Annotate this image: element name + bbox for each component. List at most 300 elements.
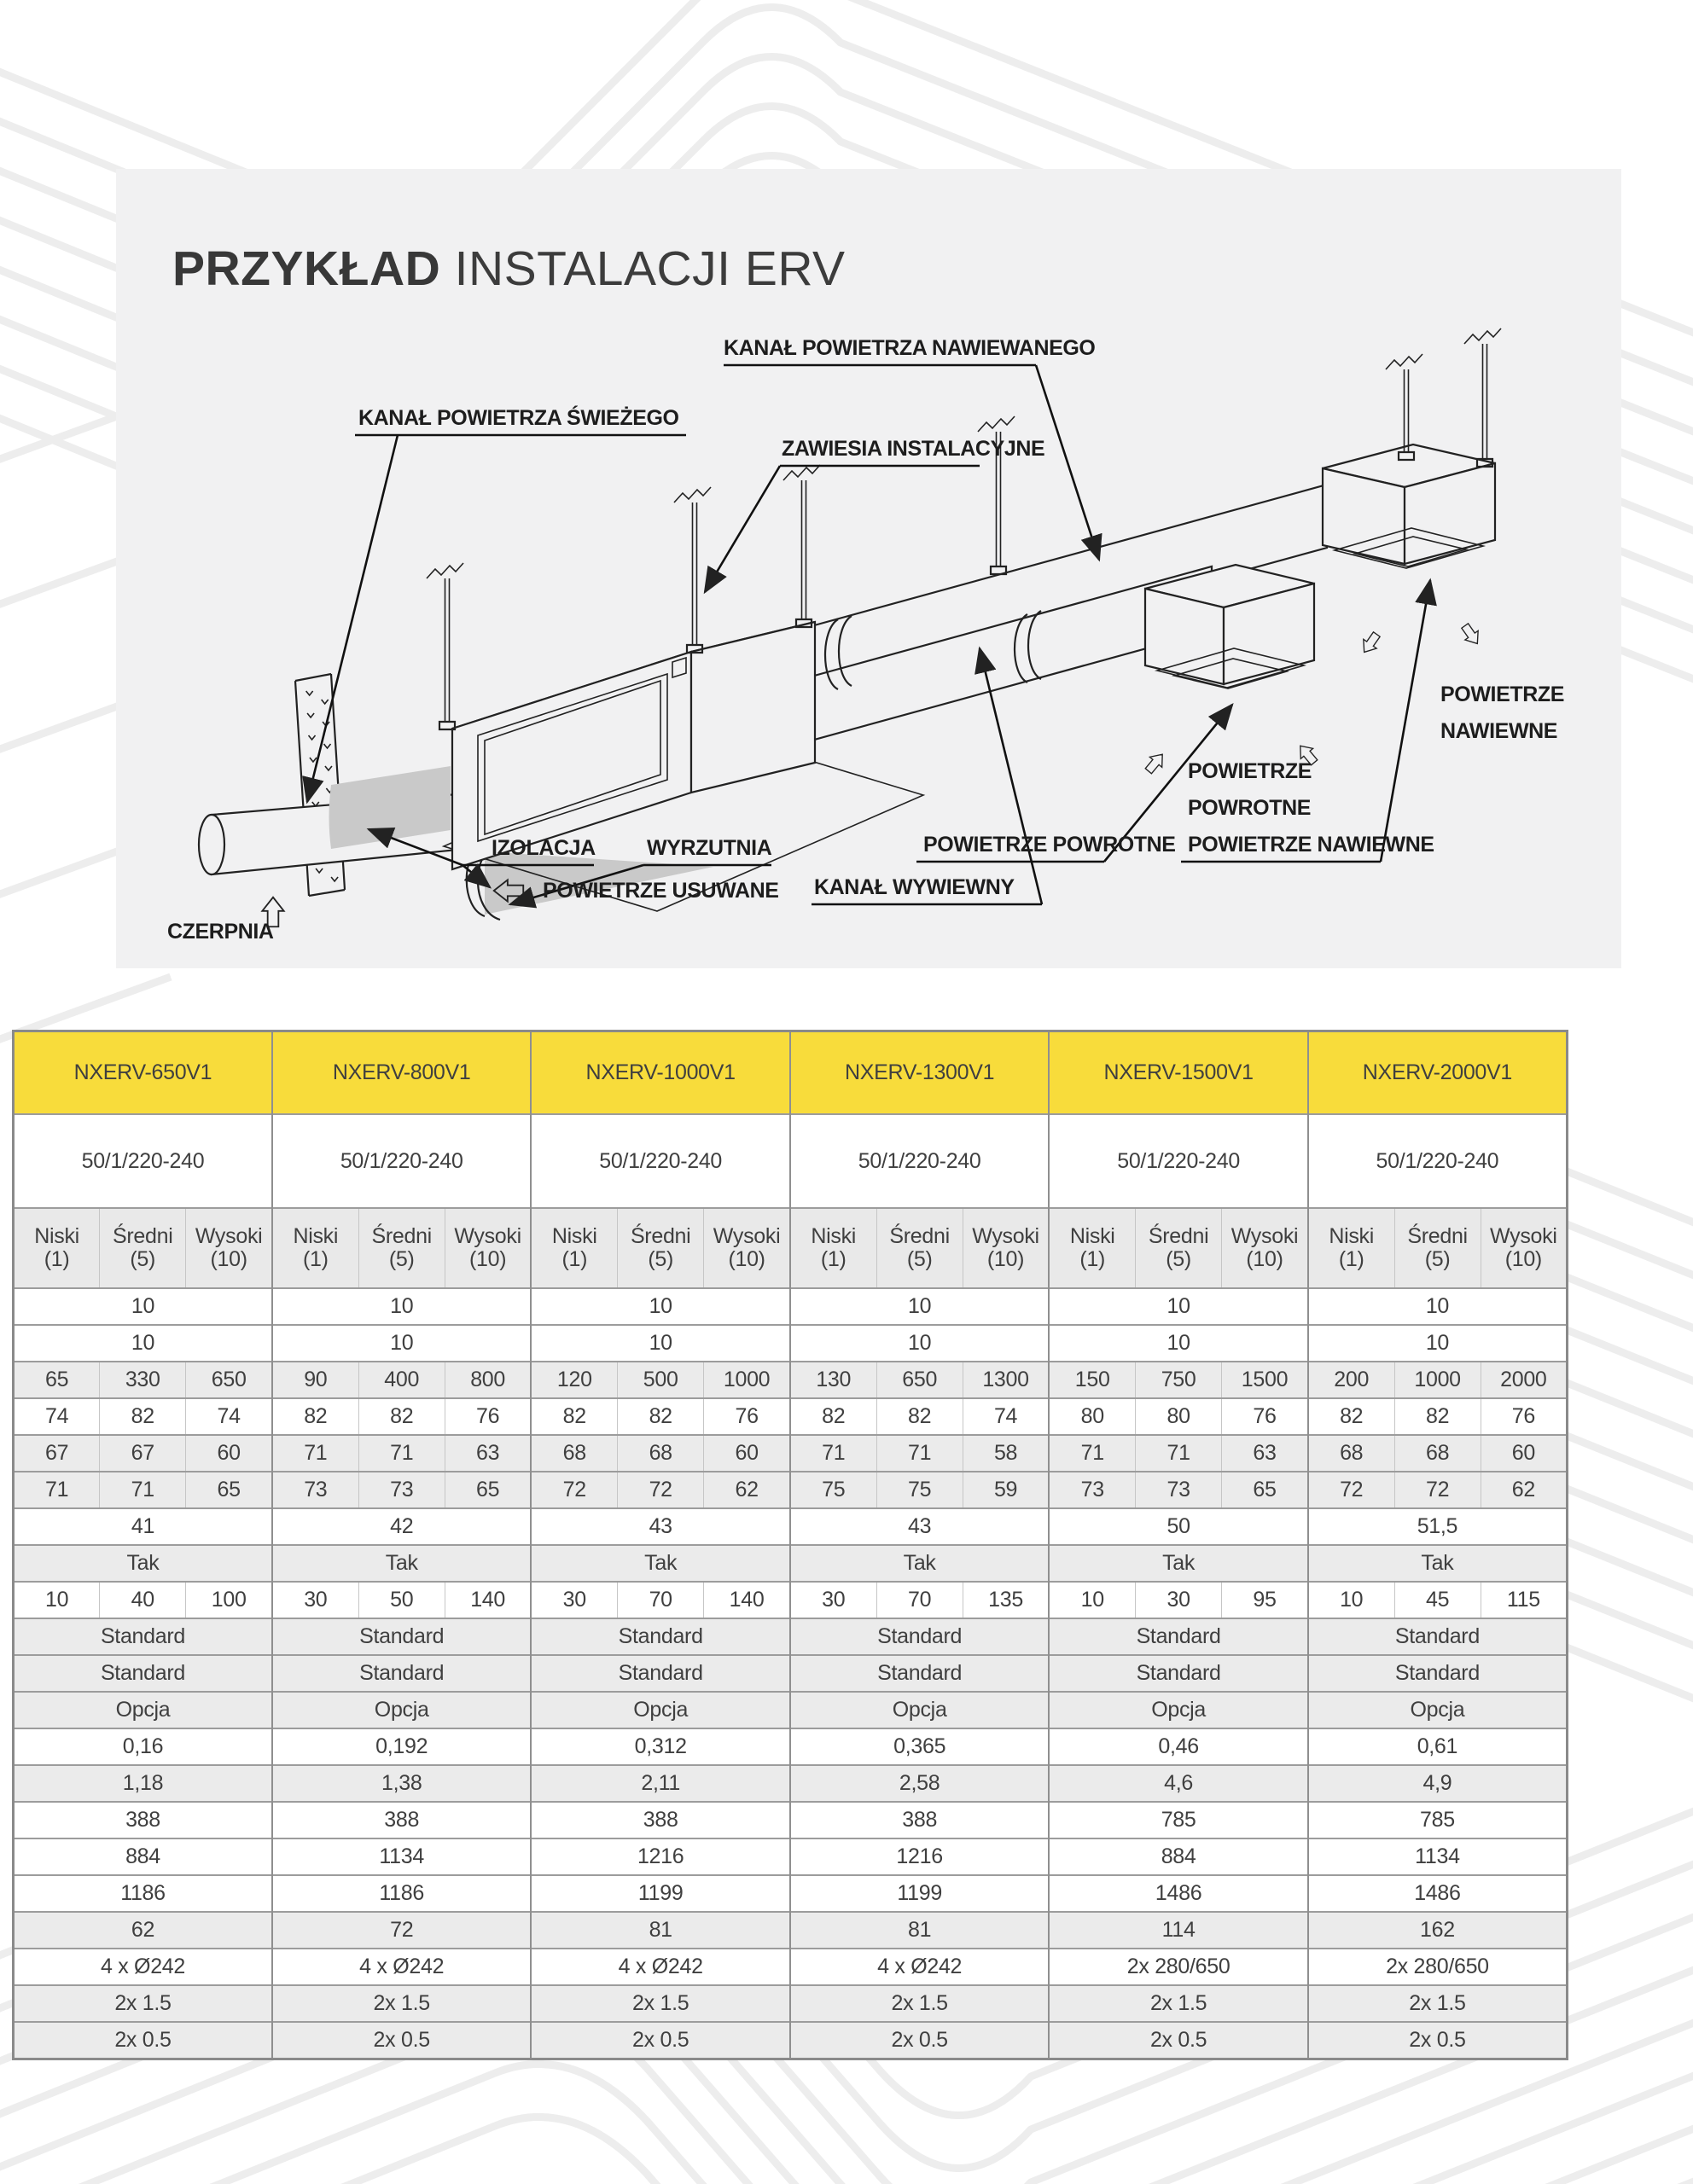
spec-cell: 82 bbox=[618, 1398, 704, 1435]
spec-cell: 1199 bbox=[531, 1875, 789, 1912]
airflow-arrow bbox=[1358, 630, 1383, 657]
speed-header-cell bbox=[1481, 1208, 1567, 1288]
spec-cell: 1300 bbox=[963, 1362, 1049, 1398]
spec-cell: 72 bbox=[1394, 1472, 1481, 1508]
spec-cell: 70 bbox=[618, 1582, 704, 1618]
spec-cell: 10 bbox=[1049, 1288, 1307, 1325]
model-header-cell: NXERV-650V1 bbox=[14, 1031, 272, 1115]
spec-cell: 82 bbox=[790, 1398, 876, 1435]
spec-table bbox=[12, 1030, 1568, 2060]
wall-stipple-mark bbox=[322, 700, 329, 704]
spec-cell: 1000 bbox=[704, 1362, 790, 1398]
spec-cell: 2000 bbox=[1481, 1362, 1567, 1398]
speed-name: Średni bbox=[1148, 1223, 1209, 1248]
spec-cell: 82 bbox=[531, 1398, 617, 1435]
label-discharge: WYRZUTNIA bbox=[647, 836, 772, 860]
spec-cell: 90 bbox=[272, 1362, 358, 1398]
spec-cell: 114 bbox=[1049, 1912, 1307, 1949]
label-extract-duct: KANAŁ WYWIEWNY bbox=[814, 875, 1015, 899]
wall-stipple-mark bbox=[316, 868, 323, 873]
table-row bbox=[14, 1692, 1568, 1728]
table-row bbox=[14, 1508, 1568, 1545]
speed-name: Niski bbox=[811, 1223, 857, 1248]
speed-name: Wysoki bbox=[1490, 1223, 1557, 1248]
spec-cell: 82 bbox=[358, 1398, 445, 1435]
speed-header-cell bbox=[704, 1208, 790, 1288]
spec-cell: 388 bbox=[790, 1802, 1049, 1838]
table-row bbox=[14, 1288, 1568, 1325]
spec-cell: Standard bbox=[14, 1618, 272, 1655]
spec-cell: 400 bbox=[358, 1362, 445, 1398]
spec-cell: 42 bbox=[272, 1508, 531, 1545]
speed-number: (1) bbox=[1079, 1247, 1106, 1271]
power-supply-cell: 50/1/220-240 bbox=[14, 1114, 272, 1208]
speed-number: (1) bbox=[44, 1247, 70, 1271]
spec-cell: Tak bbox=[790, 1545, 1049, 1582]
supply-air-box bbox=[1323, 444, 1495, 568]
spec-cell: 81 bbox=[531, 1912, 789, 1949]
speed-number: (10) bbox=[728, 1247, 765, 1271]
table-row-models bbox=[14, 1031, 1568, 1115]
model-header-cell: NXERV-1500V1 bbox=[1049, 1031, 1307, 1115]
spec-cell: 43 bbox=[790, 1508, 1049, 1545]
spec-cell: 30 bbox=[1136, 1582, 1222, 1618]
spec-cell: Standard bbox=[1049, 1655, 1307, 1692]
speed-header-cell bbox=[1136, 1208, 1222, 1288]
speed-name: Średni bbox=[889, 1223, 950, 1248]
spec-cell: Opcja bbox=[790, 1692, 1049, 1728]
spec-cell: 2x 280/650 bbox=[1308, 1949, 1568, 1985]
speed-number: (5) bbox=[388, 1247, 415, 1271]
spec-cell: 2x 0.5 bbox=[272, 2022, 531, 2059]
spec-cell: Standard bbox=[531, 1618, 789, 1655]
spec-cell: 1000 bbox=[1394, 1362, 1481, 1398]
speed-number: (1) bbox=[1338, 1247, 1364, 1271]
spec-cell: 1134 bbox=[1308, 1838, 1568, 1875]
spec-cell: 2x 1.5 bbox=[1049, 1985, 1307, 2022]
table-row bbox=[14, 1802, 1568, 1838]
spec-cell: 2x 1.5 bbox=[790, 1985, 1049, 2022]
spec-cell: 30 bbox=[531, 1582, 617, 1618]
spec-cell: 76 bbox=[445, 1398, 531, 1435]
speed-number: (10) bbox=[1504, 1247, 1542, 1271]
spec-cell: 62 bbox=[704, 1472, 790, 1508]
spec-cell: Opcja bbox=[1308, 1692, 1568, 1728]
spec-cell: 10 bbox=[1308, 1582, 1394, 1618]
spec-cell: 650 bbox=[186, 1362, 272, 1398]
spec-cell: 71 bbox=[14, 1472, 100, 1508]
return-air-box bbox=[1145, 565, 1314, 688]
spec-cell: 10 bbox=[14, 1582, 100, 1618]
spec-cell: 67 bbox=[100, 1435, 186, 1472]
spec-cell: 1,38 bbox=[272, 1765, 531, 1802]
speed-name: Wysoki bbox=[454, 1223, 521, 1248]
spec-cell: 76 bbox=[1481, 1398, 1567, 1435]
spec-cell: 10 bbox=[1308, 1325, 1568, 1362]
label-supply-air-2: NAWIEWNE bbox=[1440, 719, 1558, 743]
spec-cell: 884 bbox=[1049, 1838, 1307, 1875]
spec-cell: 40 bbox=[100, 1582, 186, 1618]
spec-cell: 100 bbox=[186, 1582, 272, 1618]
spec-cell: 0,61 bbox=[1308, 1728, 1568, 1765]
spec-cell: 10 bbox=[1308, 1288, 1568, 1325]
speed-number: (10) bbox=[468, 1247, 507, 1271]
spec-cell: 76 bbox=[704, 1398, 790, 1435]
table-row bbox=[14, 1435, 1568, 1472]
speed-name: Średni bbox=[113, 1223, 173, 1248]
spec-cell: 10 bbox=[790, 1288, 1049, 1325]
model-header-cell: NXERV-800V1 bbox=[272, 1031, 531, 1115]
spec-cell: Tak bbox=[1308, 1545, 1568, 1582]
label-supply-duct: KANAŁ POWIETRZA NAWIEWANEGO bbox=[724, 336, 1096, 360]
spec-cell: Standard bbox=[531, 1655, 789, 1692]
spec-cell: 82 bbox=[1394, 1398, 1481, 1435]
hanger-rod-part bbox=[978, 416, 1015, 432]
spec-cell: 140 bbox=[445, 1582, 531, 1618]
speed-name: Niski bbox=[1329, 1223, 1374, 1248]
speed-header-cell bbox=[100, 1208, 186, 1288]
spec-cell: 72 bbox=[618, 1472, 704, 1508]
spec-cell: 51,5 bbox=[1308, 1508, 1568, 1545]
power-supply-cell: 50/1/220-240 bbox=[1308, 1114, 1568, 1208]
spec-cell: Standard bbox=[272, 1618, 531, 1655]
hanger-rod bbox=[674, 487, 711, 653]
speed-header-cell bbox=[186, 1208, 272, 1288]
spec-cell: 2x 280/650 bbox=[1049, 1949, 1307, 1985]
spec-cell: 75 bbox=[876, 1472, 963, 1508]
hanger-rod bbox=[427, 563, 463, 729]
speed-number: (1) bbox=[302, 1247, 329, 1271]
spec-cell: 1134 bbox=[272, 1838, 531, 1875]
spec-cell: 2,11 bbox=[531, 1765, 789, 1802]
table-row bbox=[14, 1362, 1568, 1398]
table-row bbox=[14, 1875, 1568, 1912]
speed-number: (5) bbox=[130, 1247, 156, 1271]
spec-cell: Standard bbox=[1308, 1655, 1568, 1692]
label-intake: CZERPNIA bbox=[167, 920, 274, 944]
speed-name: Średni bbox=[630, 1223, 691, 1248]
table-row bbox=[14, 1985, 1568, 2022]
spec-cell: Standard bbox=[14, 1655, 272, 1692]
spec-cell: 785 bbox=[1308, 1802, 1568, 1838]
spec-cell: Standard bbox=[1049, 1618, 1307, 1655]
spec-cell: 4 x Ø242 bbox=[14, 1949, 272, 1985]
speed-number: (10) bbox=[1246, 1247, 1283, 1271]
hanger-rod-part bbox=[802, 480, 806, 619]
speed-header-cell bbox=[531, 1208, 617, 1288]
leader-line bbox=[307, 435, 398, 802]
speed-header-cell bbox=[790, 1208, 876, 1288]
spec-cell: 1186 bbox=[272, 1875, 531, 1912]
spec-cell: 4,9 bbox=[1308, 1765, 1568, 1802]
table-row-power bbox=[14, 1114, 1568, 1208]
spec-cell: 45 bbox=[1394, 1582, 1481, 1618]
spec-cell: 63 bbox=[1222, 1435, 1308, 1472]
speed-name: Niski bbox=[34, 1223, 79, 1248]
spec-cell: 0,16 bbox=[14, 1728, 272, 1765]
spec-cell: 330 bbox=[100, 1362, 186, 1398]
model-header-cell: NXERV-1300V1 bbox=[790, 1031, 1049, 1115]
spec-cell: 82 bbox=[100, 1398, 186, 1435]
spec-cell: 95 bbox=[1222, 1582, 1308, 1618]
spec-cell: 71 bbox=[358, 1435, 445, 1472]
spec-cell: 115 bbox=[1481, 1582, 1567, 1618]
diagram-panel bbox=[116, 169, 1621, 968]
airflow-arrow bbox=[1143, 749, 1169, 776]
speed-number: (5) bbox=[906, 1247, 933, 1271]
label-supply-air-bottom: POWIETRZE NAWIEWNE bbox=[1188, 833, 1434, 857]
leader-line bbox=[705, 466, 780, 592]
label-supply-air-1: POWIETRZE bbox=[1440, 682, 1565, 706]
table-row bbox=[14, 1912, 1568, 1949]
spec-cell: 59 bbox=[963, 1472, 1049, 1508]
table-row bbox=[14, 1325, 1568, 1362]
spec-cell: Standard bbox=[272, 1655, 531, 1692]
spec-cell: 1216 bbox=[790, 1838, 1049, 1875]
spec-cell: 4 x Ø242 bbox=[531, 1949, 789, 1985]
spec-cell: Tak bbox=[272, 1545, 531, 1582]
spec-cell: 10 bbox=[14, 1325, 272, 1362]
speed-name: Wysoki bbox=[1230, 1223, 1299, 1248]
spec-cell: 67 bbox=[14, 1435, 100, 1472]
hanger-rod-part bbox=[674, 487, 711, 502]
spec-cell: 30 bbox=[272, 1582, 358, 1618]
spec-cell: Tak bbox=[14, 1545, 272, 1582]
hanger-rod-part bbox=[1483, 344, 1487, 459]
spec-cell: Standard bbox=[790, 1618, 1049, 1655]
table-row bbox=[14, 1582, 1568, 1618]
spec-cell: 65 bbox=[14, 1362, 100, 1398]
speed-header-cell bbox=[445, 1208, 531, 1288]
spec-cell: 74 bbox=[186, 1398, 272, 1435]
wall-stipple-mark bbox=[324, 744, 331, 748]
spec-cell: 62 bbox=[1481, 1472, 1567, 1508]
spec-cell: Tak bbox=[531, 1545, 789, 1582]
wall-stipple-mark bbox=[331, 877, 338, 881]
spec-cell: 800 bbox=[445, 1362, 531, 1398]
spec-cell: 0,365 bbox=[790, 1728, 1049, 1765]
spec-cell: 73 bbox=[1136, 1472, 1222, 1508]
spec-cell: 10 bbox=[531, 1288, 789, 1325]
speed-header-cell bbox=[1222, 1208, 1308, 1288]
spec-cell: Opcja bbox=[531, 1692, 789, 1728]
label-return-air-2: POWROTNE bbox=[1188, 796, 1312, 820]
speed-header-cell bbox=[272, 1208, 358, 1288]
spec-cell: Standard bbox=[790, 1655, 1049, 1692]
spec-cell: 82 bbox=[1308, 1398, 1394, 1435]
spec-cell: 2x 1.5 bbox=[14, 1985, 272, 2022]
speed-header-cell bbox=[963, 1208, 1049, 1288]
speed-name: Niski bbox=[1069, 1223, 1115, 1248]
speed-name: Średni bbox=[1407, 1223, 1468, 1248]
spec-cell: 74 bbox=[963, 1398, 1049, 1435]
speed-number: (1) bbox=[820, 1247, 846, 1271]
table-row bbox=[14, 1838, 1568, 1875]
spec-cell: 10 bbox=[1049, 1325, 1307, 1362]
hanger-rod-part bbox=[1464, 328, 1501, 344]
wall-stipple-mark bbox=[310, 758, 317, 762]
wall-stipple-mark bbox=[309, 735, 316, 740]
spec-cell: 73 bbox=[272, 1472, 358, 1508]
leader-line bbox=[980, 648, 1042, 904]
spec-cell: 73 bbox=[1049, 1472, 1135, 1508]
spec-cell: 2,58 bbox=[790, 1765, 1049, 1802]
speed-header-cell bbox=[1308, 1208, 1394, 1288]
airflow-arrow bbox=[1458, 621, 1484, 648]
spec-cell: 0,312 bbox=[531, 1728, 789, 1765]
speed-name: Wysoki bbox=[195, 1223, 263, 1248]
spec-cell: 10 bbox=[14, 1288, 272, 1325]
wall-stipple-mark bbox=[325, 766, 332, 770]
power-supply-cell: 50/1/220-240 bbox=[1049, 1114, 1307, 1208]
spec-cell: 2x 0.5 bbox=[531, 2022, 789, 2059]
spec-cell: 68 bbox=[1394, 1435, 1481, 1472]
spec-cell: 50 bbox=[1049, 1508, 1307, 1545]
speed-number: (10) bbox=[210, 1247, 247, 1271]
spec-cell: Tak bbox=[1049, 1545, 1307, 1582]
spec-cell: 74 bbox=[14, 1398, 100, 1435]
speed-header-cell bbox=[1394, 1208, 1481, 1288]
table-row bbox=[14, 1545, 1568, 1582]
spec-cell: 80 bbox=[1049, 1398, 1135, 1435]
spec-cell: 200 bbox=[1308, 1362, 1394, 1398]
spec-cell: 10 bbox=[1049, 1582, 1135, 1618]
spec-cell: 2x 0.5 bbox=[1049, 2022, 1307, 2059]
spec-cell: Opcja bbox=[272, 1692, 531, 1728]
wall-stipple-mark bbox=[306, 691, 313, 695]
spec-cell: 2x 0.5 bbox=[14, 2022, 272, 2059]
spec-cell: 1,18 bbox=[14, 1765, 272, 1802]
spec-cell: 60 bbox=[704, 1435, 790, 1472]
page-title-bold: PRZYKŁAD bbox=[172, 241, 441, 296]
spec-cell: 750 bbox=[1136, 1362, 1222, 1398]
spec-cell: Opcja bbox=[14, 1692, 272, 1728]
spec-cell: 70 bbox=[876, 1582, 963, 1618]
spec-cell: 135 bbox=[963, 1582, 1049, 1618]
spec-cell: 30 bbox=[790, 1582, 876, 1618]
wall-stipple-mark bbox=[307, 713, 314, 717]
spec-cell: 68 bbox=[618, 1435, 704, 1472]
spec-cell: 10 bbox=[790, 1325, 1049, 1362]
speed-name: Wysoki bbox=[972, 1223, 1039, 1248]
spec-cell: 10 bbox=[531, 1325, 789, 1362]
spec-cell: 2x 1.5 bbox=[272, 1985, 531, 2022]
label-hangers: ZAWIESIA INSTALACYJNE bbox=[782, 437, 1045, 461]
table-row bbox=[14, 2022, 1568, 2059]
spec-cell: 68 bbox=[531, 1435, 617, 1472]
spec-cell: 71 bbox=[1136, 1435, 1222, 1472]
spec-cell: 1199 bbox=[790, 1875, 1049, 1912]
hanger-rod-part bbox=[693, 502, 697, 645]
spec-cell: 65 bbox=[445, 1472, 531, 1508]
speed-name: Niski bbox=[293, 1223, 339, 1248]
table-row bbox=[14, 1728, 1568, 1765]
spec-cell: 4,6 bbox=[1049, 1765, 1307, 1802]
hanger-rod-part bbox=[783, 465, 820, 480]
spec-cell: 75 bbox=[790, 1472, 876, 1508]
spec-cell: 72 bbox=[272, 1912, 531, 1949]
speed-header-cell bbox=[876, 1208, 963, 1288]
spec-cell: 2x 1.5 bbox=[531, 1985, 789, 2022]
power-supply-cell: 50/1/220-240 bbox=[531, 1114, 789, 1208]
spec-cell: 2x 0.5 bbox=[1308, 2022, 1568, 2059]
spec-cell: 2x 0.5 bbox=[790, 2022, 1049, 2059]
spec-cell: 162 bbox=[1308, 1912, 1568, 1949]
spec-cell: 1216 bbox=[531, 1838, 789, 1875]
spec-cell: 884 bbox=[14, 1838, 272, 1875]
speed-header-cell bbox=[618, 1208, 704, 1288]
label-insulation: IZOLACJA bbox=[492, 836, 596, 860]
spec-cell: Opcja bbox=[1049, 1692, 1307, 1728]
table-row-speeds bbox=[14, 1208, 1568, 1288]
spec-cell: 4 x Ø242 bbox=[790, 1949, 1049, 1985]
spec-cell: 1486 bbox=[1049, 1875, 1307, 1912]
spec-cell: 65 bbox=[186, 1472, 272, 1508]
hanger-rod-part bbox=[1386, 354, 1422, 369]
spec-cell: 71 bbox=[790, 1435, 876, 1472]
model-header-cell: NXERV-2000V1 bbox=[1308, 1031, 1568, 1115]
spec-cell: 71 bbox=[1049, 1435, 1135, 1472]
speed-name: Niski bbox=[551, 1223, 597, 1248]
page-title-rest: INSTALACJI ERV bbox=[440, 241, 846, 296]
spec-cell: 1486 bbox=[1308, 1875, 1568, 1912]
spec-cell: 65 bbox=[1222, 1472, 1308, 1508]
hanger-rod bbox=[1386, 354, 1422, 460]
label-fresh-duct: KANAŁ POWIETRZA ŚWIEŻEGO bbox=[358, 406, 679, 430]
spec-cell: 72 bbox=[1308, 1472, 1394, 1508]
spec-cell: Standard bbox=[1308, 1618, 1568, 1655]
table-row bbox=[14, 1472, 1568, 1508]
spec-cell: 82 bbox=[876, 1398, 963, 1435]
spec-cell: 0,192 bbox=[272, 1728, 531, 1765]
spec-cell: 76 bbox=[1222, 1398, 1308, 1435]
spec-cell: 80 bbox=[1136, 1398, 1222, 1435]
spec-cell: 62 bbox=[14, 1912, 272, 1949]
hanger-rod bbox=[783, 465, 820, 627]
label-exhaust-air: POWIETRZE USUWANE bbox=[543, 879, 779, 903]
table-row bbox=[14, 1618, 1568, 1655]
power-supply-cell: 50/1/220-240 bbox=[272, 1114, 531, 1208]
spec-cell: 500 bbox=[618, 1362, 704, 1398]
model-header-cell: NXERV-1000V1 bbox=[531, 1031, 789, 1115]
leader-line bbox=[1036, 365, 1099, 560]
spec-cell: 388 bbox=[14, 1802, 272, 1838]
speed-number: (5) bbox=[1166, 1247, 1191, 1271]
label-return-air-1: POWIETRZE bbox=[1188, 759, 1312, 783]
spec-cell: 50 bbox=[358, 1582, 445, 1618]
speed-header-cell bbox=[358, 1208, 445, 1288]
spec-cell: 82 bbox=[272, 1398, 358, 1435]
spec-cell: 10 bbox=[272, 1325, 531, 1362]
label-return-air-bottom: POWIETRZE POWROTNE bbox=[923, 833, 1176, 857]
spec-cell: 150 bbox=[1049, 1362, 1135, 1398]
spec-cell: 2x 1.5 bbox=[1308, 1985, 1568, 2022]
leader-line bbox=[1381, 580, 1430, 862]
spec-cell: 388 bbox=[272, 1802, 531, 1838]
spec-cell: 58 bbox=[963, 1435, 1049, 1472]
spec-cell: 1500 bbox=[1222, 1362, 1308, 1398]
power-supply-cell: 50/1/220-240 bbox=[790, 1114, 1049, 1208]
spec-cell: 120 bbox=[531, 1362, 617, 1398]
erv-unit bbox=[452, 622, 815, 869]
hanger-rod-part bbox=[427, 563, 463, 578]
spec-cell: 71 bbox=[100, 1472, 186, 1508]
spec-cell: 71 bbox=[272, 1435, 358, 1472]
spec-cell: 130 bbox=[790, 1362, 876, 1398]
speed-header-cell bbox=[14, 1208, 100, 1288]
spec-cell: 388 bbox=[531, 1802, 789, 1838]
hanger-rod bbox=[1464, 328, 1501, 467]
